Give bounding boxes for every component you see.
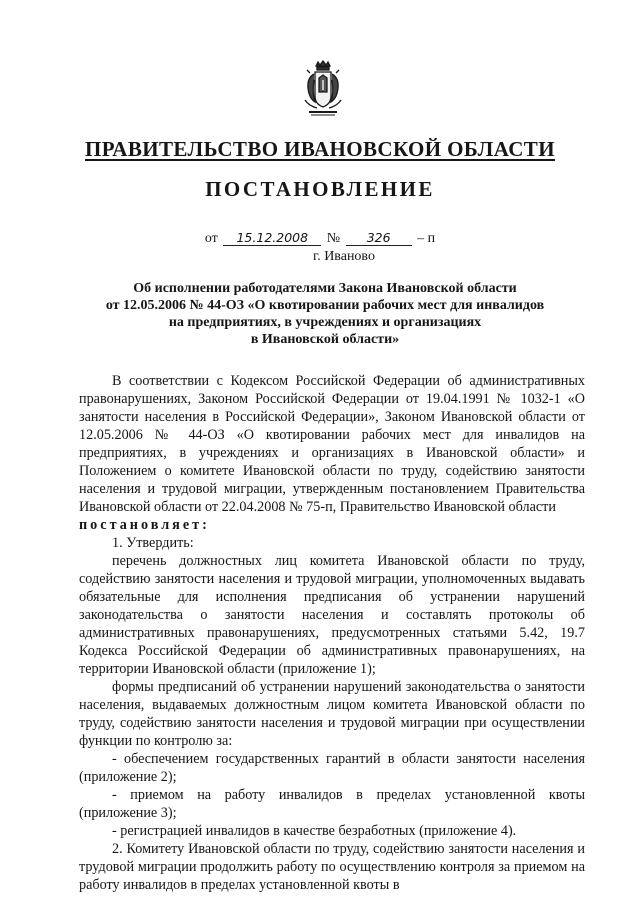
date-number-line (0, 230, 640, 247)
bullet-item: - регистрацией инвалидов в качестве безработных (приложение 4). (112, 823, 517, 839)
item-1-b: формы предписаний об устранении нарушений законодательства о занятости населения, выдаваемых должностным лицом комитета Ивановской области по труду, содействию занятости населения и трудовой миграции при осуществлении функции по контролю за: (79, 679, 585, 749)
document-subject (90, 280, 560, 348)
subject-line: Об исполнении работодателями Закона Ивановской области (133, 281, 517, 296)
item-2: 2. Комитету Ивановской области по труду, содействию занятости населения и трудовой миграции продолжить работу по осуществлению контроля за приемом на работу инвалидов в пределах установленной квоты в (79, 841, 585, 893)
document-body (79, 372, 585, 894)
date-prefix: от (204, 231, 218, 246)
coat-of-arms-icon (299, 60, 347, 120)
document-number: 326 (346, 230, 412, 246)
preamble-paragraph: В соответствии с Кодексом Российской Федерации об административных правонарушениях, Законом Российской Федерации от 19.04.1991 № 1032-1 «О занятости населения в Российской Федерации», Законом Ивановской области от 12.05.2006 № 44-ОЗ «О квотировании рабочих мест для инвалидов на предприятиях, в учреждениях и организациях в Ивановской области» и Положением о комитете Ивановской области по труду, содействию занятости населения и трудовой миграции, утвержденным постановлением Правительства Ивановской области от 22.04.2008 № 75-п, Правительство Ивановской области (79, 373, 585, 515)
city: г. Иваново (313, 249, 375, 264)
bullet-item: - приемом на работу инвалидов в пределах установленной квоты (приложение 3); (79, 787, 585, 821)
subject-line: на предприятиях, в учреждениях и организациях (168, 315, 482, 330)
document-type-heading: ПОСТАНОВЛЕНИЕ (205, 177, 435, 201)
organization-title-text: ПРАВИТЕЛЬСТВО ИВАНОВСКОЙ ОБЛАСТИ (85, 137, 555, 161)
subject-line: от 12.05.2006 № 44-ОЗ «О квотировании рабочих мест для инвалидов (105, 298, 545, 313)
item-1: 1. Утвердить: (112, 535, 194, 551)
decree-word: постановляет: (79, 517, 210, 533)
item-1-a: перечень должностных лиц комитета Ивановской области по труду, содействию занятости населения и трудовой миграции, уполномоченных выдавать обязательные для исполнения предписания об устранении нарушений законодательства о занятости населения и составлять протоколы об административных правонарушениях, предусмотренных статьями 5.42, 19.7 Кодекса Российской Федерации об административных правонарушениях, на территории Ивановской области (приложение 1); (79, 553, 585, 677)
number-sign: № (326, 231, 341, 246)
bullet-item: - обеспечением государственных гарантий в области занятости населения (приложение 2); (79, 751, 585, 785)
subject-line: в Ивановской области» (250, 332, 400, 347)
decree-line (79, 516, 585, 534)
organization-title (0, 137, 640, 162)
document-date: 15.12.2008 (223, 230, 321, 246)
number-suffix: – п (417, 231, 436, 246)
